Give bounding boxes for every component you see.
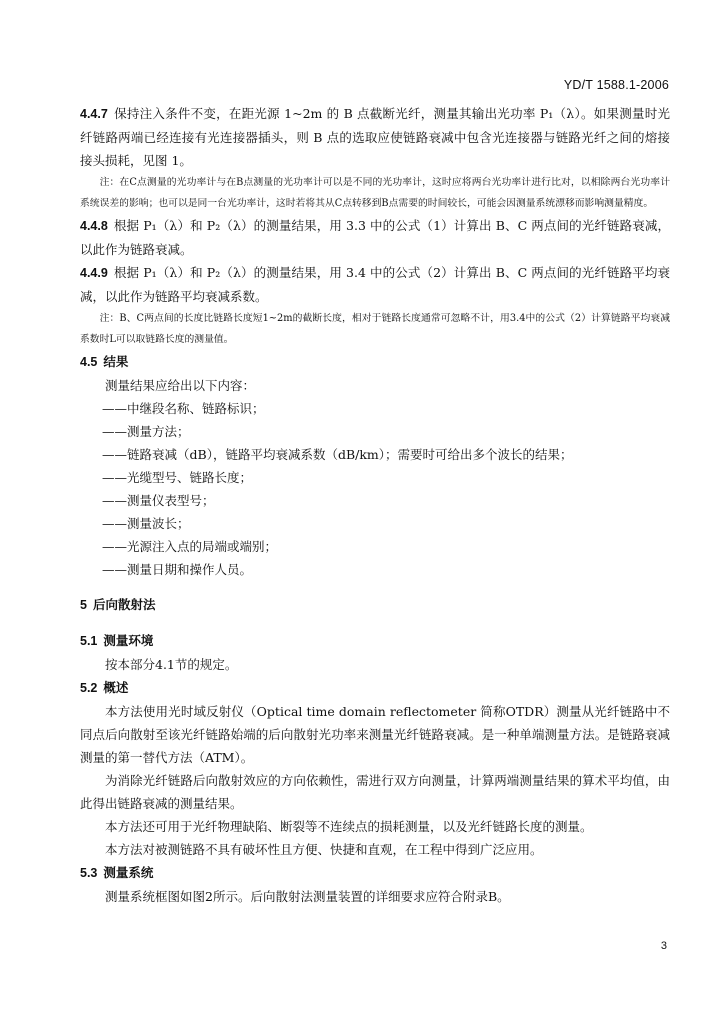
heading-number: 5 <box>80 598 87 612</box>
clause-text: 根据 P₁（λ）和 P₂（λ）的测量结果，用 3.4 中的公式（2）计算出 B、C 两点间的光纤链路平均衰减，以此作为链路平均衰减系数。 <box>80 265 670 304</box>
list-item: ——光缆型号、链路长度； <box>102 470 253 485</box>
document-body <box>80 102 670 908</box>
paragraph: 本方法还可用于光纤物理缺陷、断裂等不连续点的损耗测量，以及光纤链路长度的测量。 <box>105 819 593 834</box>
heading-number: 5.1 <box>80 634 98 648</box>
clause-4-4-9 <box>80 261 670 308</box>
heading-5-2 <box>80 676 670 700</box>
heading-number: 5.2 <box>80 681 98 695</box>
heading-5-3 <box>80 861 670 885</box>
clause-number: 4.4.9 <box>80 266 108 280</box>
list-item: ——测量波长； <box>102 516 190 531</box>
clause-text: 根据 P₁（λ）和 P₂（λ）的测量结果，用 3.3 中的公式（1）计算出 B、C 两点间的光纤链路衰减，以此作为链路衰减。 <box>80 218 670 257</box>
heading-title: 概述 <box>103 680 129 695</box>
clause-number: 4.4.7 <box>80 107 108 121</box>
heading-title: 测量系统 <box>103 865 154 880</box>
heading-5-1 <box>80 629 670 653</box>
page-number: 3 <box>660 940 667 952</box>
heading-title: 测量环境 <box>103 633 154 648</box>
paragraph: 测量系统框图如图2所示。后向散射法测量装置的详细要求应符合附录B。 <box>105 889 510 904</box>
note-4-4-9: 注：B、C两点间的长度比链路长度短1~2m的截断长度，相对于链路长度通常可忽略不计，用3.4中的公式（2）计算链路平均衰减系数时L可以取链路长度的测量值。 <box>80 313 670 345</box>
results-intro: 测量结果应给出以下内容： <box>105 378 256 393</box>
list-item: ——测量方法； <box>102 424 190 439</box>
document-code: YD/T 1588.1-2006 <box>563 78 669 92</box>
paragraph: 按本部分4.1节的规定。 <box>105 657 238 672</box>
list-item: ——测量仪表型号； <box>102 493 215 508</box>
list-item: ——中继段名称、链路标识； <box>102 401 265 416</box>
clause-text: 保持注入条件不变，在距光源 1~2m 的 B 点截断光纤，测量其输出光功率 P₁（λ）。如果测量时光纤链路两端已经连接有光连接器插头，则 B 点的选取应使链路衰减中包含光连接器与链路光纤之间的熔接接头损耗，见图 1。 <box>80 106 670 168</box>
heading-5 <box>80 593 670 617</box>
heading-4-5 <box>80 350 670 374</box>
paragraph: 为消除光纤链路后向散射效应的方向依赖性，需进行双方向测量，计算两端测量结果的算术平均值，由此得出链路衰减的测量结果。 <box>80 773 670 811</box>
clause-4-4-7 <box>80 102 670 172</box>
note-4-4-7: 注：在C点测量的光功率计与在B点测量的光功率计可以是不同的光功率计，这时应将两台光功率计进行比对，以相除两台光功率计系统误差的影响；也可以是同一台光功率计，这时若将其从C点转移到B点需要的时间较长，可能会因测量系统漂移而影响测量精度。 <box>80 177 670 209</box>
list-item: ——光源注入点的局端或端别； <box>102 539 278 554</box>
clause-4-4-8 <box>80 214 670 261</box>
list-item: ——链路衰减（dB），链路平均衰减系数（dB/km）；需要时可给出多个波长的结果； <box>102 447 573 462</box>
list-item: ——测量日期和操作人员。 <box>102 562 253 577</box>
heading-title: 结果 <box>103 354 129 369</box>
heading-number: 4.5 <box>80 355 98 369</box>
heading-number: 5.3 <box>80 866 98 880</box>
heading-title: 后向散射法 <box>92 597 156 612</box>
paragraph: 本方法对被测链路不具有破坏性且方便、快捷和直观，在工程中得到广泛应用。 <box>105 842 543 857</box>
clause-number: 4.4.8 <box>80 219 108 233</box>
paragraph: 本方法使用光时域反射仪（Optical time domain reflectometer 简称OTDR）测量从光纤链路中不同点后向散射至该光纤链路始端的后向散射光功率来测量光纤链路衰减。是一种单端测量方法。是链路衰减测量的第一替代方法（ATM）。 <box>80 704 670 765</box>
